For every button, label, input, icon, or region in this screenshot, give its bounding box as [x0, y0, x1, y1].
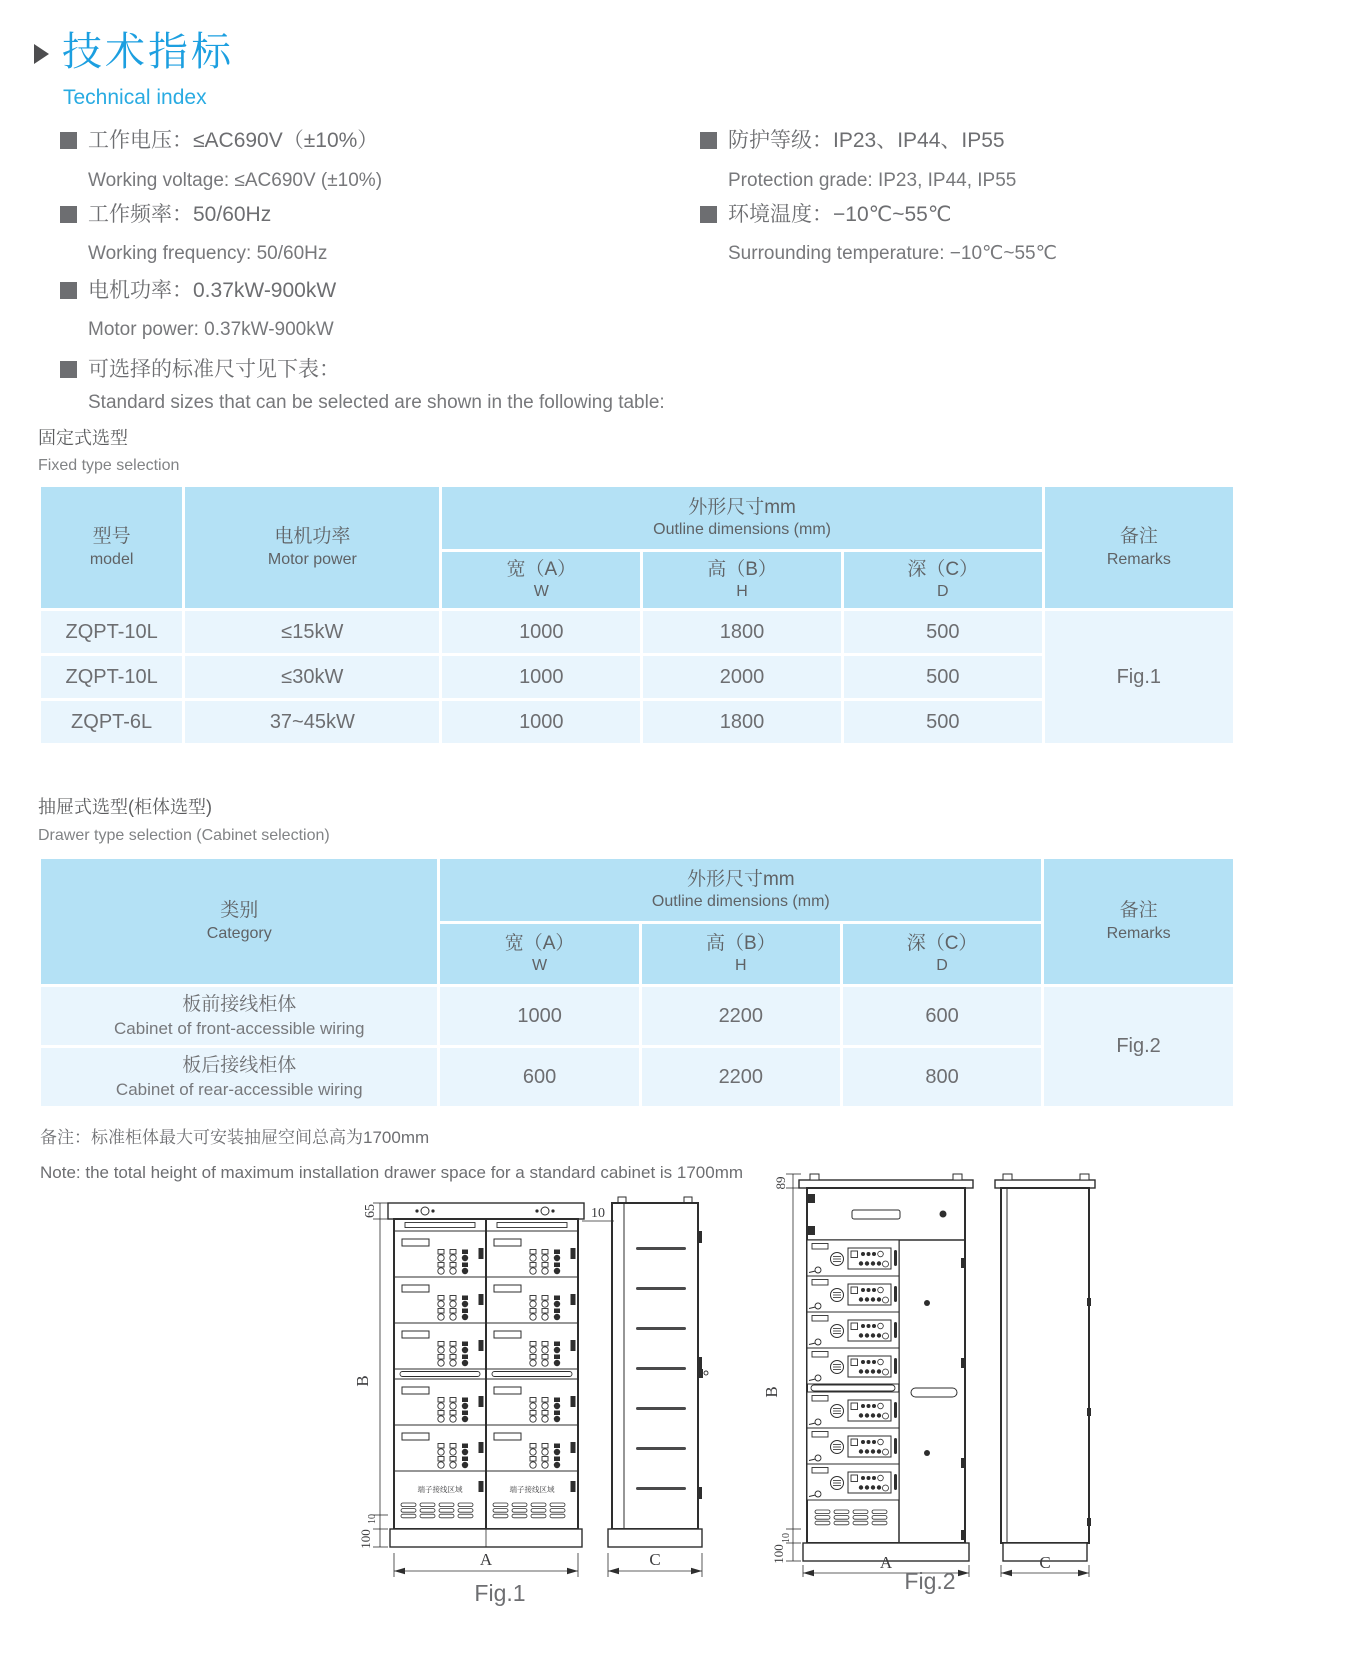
spec-protection-grade	[700, 129, 1320, 153]
cell-depth: 500	[844, 656, 1042, 698]
cell-remark-fig2: Fig.2	[1044, 987, 1233, 1106]
spec-surrounding-temperature	[700, 203, 1320, 227]
dim-label-89: 89	[773, 1176, 788, 1190]
drawer-section-title-zh: 抽屉式选型(柜体选型)	[38, 797, 212, 817]
dim-label-a: A	[479, 1550, 493, 1569]
header-category	[41, 859, 437, 984]
header-height-b: 高（B） H	[642, 924, 840, 984]
fig2-side-view	[995, 1174, 1095, 1561]
dim-label-b: B	[353, 1375, 372, 1387]
dim-label-10-bottom: 10	[367, 1514, 378, 1524]
spec-motor-power	[60, 279, 660, 303]
header-motor-power	[185, 487, 439, 608]
square-bullet-icon	[60, 206, 77, 223]
header-width-a: 宽（A） W	[440, 924, 638, 984]
cell-height: 2000	[643, 656, 841, 698]
fig2-front-view	[799, 1174, 973, 1561]
square-bullet-icon	[700, 206, 717, 223]
cell-depth: 500	[844, 701, 1042, 743]
dim-label-c: C	[1039, 1553, 1051, 1572]
spec-zh: 工作电压：≤AC690V（±10%）	[88, 129, 379, 152]
spec-standard-sizes	[60, 358, 700, 382]
dim-label-65: 65	[363, 1204, 378, 1218]
cell-power: 37~45kW	[185, 701, 439, 743]
dim-label-a: A	[879, 1553, 893, 1572]
cell-remark-fig1: Fig.1	[1045, 611, 1233, 743]
header-remarks-zh: 备注	[1119, 526, 1158, 548]
dim-label-c: C	[649, 1550, 661, 1569]
table-row	[41, 611, 1233, 653]
cell-width: 600	[440, 1048, 638, 1106]
spec-working-frequency	[60, 203, 660, 227]
header-outline-dimensions: 外形尺寸mm Outline dimensions (mm)	[440, 859, 1041, 921]
header-power-en: Motor power	[267, 550, 357, 568]
square-bullet-icon	[700, 132, 717, 149]
cell-height: 1800	[643, 701, 841, 743]
square-bullet-icon	[60, 132, 77, 149]
cell-height: 2200	[642, 987, 840, 1045]
header-width-a: 宽（A） W	[442, 552, 640, 608]
spec-zh: 可选择的标准尺寸见下表：	[88, 358, 340, 381]
header-depth-c: 深（C） D	[843, 924, 1041, 984]
header-model	[41, 487, 182, 608]
spec-zh: 工作频率：50/60Hz	[88, 203, 272, 226]
cell-category-rear-wiring: 板后接线柜体 Cabinet of rear-accessible wiring	[41, 1048, 437, 1106]
cell-model: ZQPT-10L	[41, 656, 182, 698]
header-category-en: Category	[206, 924, 272, 942]
header-model-zh: 型号	[92, 526, 131, 548]
spec-motor-power-en: Motor power: 0.37kW-900kW	[88, 319, 334, 340]
dim-label-10: 10	[781, 1533, 792, 1543]
square-bullet-icon	[60, 361, 77, 378]
header-outline-zh: 外形尺寸mm	[688, 496, 796, 518]
fixed-section-title-en: Fixed type selection	[38, 457, 180, 474]
header-power-zh: 电机功率	[274, 526, 351, 548]
page-subtitle: Technical index	[63, 86, 207, 109]
spec-standard-sizes-en: Standard sizes that can be selected are shown in the following table:	[88, 392, 665, 413]
header-remarks-en: Remarks	[1106, 550, 1171, 568]
cell-width: 1000	[442, 611, 640, 653]
header-model-en: model	[89, 550, 134, 568]
spec-working-voltage	[60, 129, 660, 153]
header-depth-c: 深（C） D	[844, 552, 1042, 608]
dim-label-10-top: 10	[591, 1206, 605, 1221]
drawer-type-table	[38, 856, 1236, 1109]
cell-model: ZQPT-10L	[41, 611, 182, 653]
table-row	[41, 987, 1233, 1045]
header-category-zh: 类别	[220, 900, 259, 922]
header-height-b: 高（B） H	[643, 552, 841, 608]
cell-width: 1000	[442, 701, 640, 743]
header-outline-en: Outline dimensions (mm)	[653, 521, 831, 539]
cell-height: 1800	[643, 611, 841, 653]
fig1-front-view	[388, 1203, 584, 1547]
section-arrow-icon	[34, 44, 49, 64]
cell-model: ZQPT-6L	[41, 701, 182, 743]
spec-protection-grade-en: Protection grade: IP23, IP44, IP55	[728, 170, 1017, 191]
header-outline-dimensions	[442, 487, 1041, 549]
spec-zh: 防护等级：IP23、IP44、IP55	[728, 129, 1005, 152]
cell-depth: 800	[843, 1048, 1041, 1106]
fig2-caption: Fig.2	[904, 1568, 956, 1594]
dim-label-100: 100	[771, 1544, 786, 1564]
square-bullet-icon	[60, 282, 77, 299]
drawer-section-title-en: Drawer type selection (Cabinet selection)	[38, 827, 330, 844]
cell-category-front-wiring: 板前接线柜体 Cabinet of front-accessible wiring	[41, 987, 437, 1045]
page-title: 技术指标	[62, 30, 234, 74]
fig1-caption: Fig.1	[474, 1580, 526, 1606]
spec-zh: 电机功率：0.37kW-900kW	[88, 279, 337, 302]
fig1-side-view	[608, 1197, 708, 1547]
header-remarks: 备注 Remarks	[1044, 859, 1233, 984]
cell-height: 2200	[642, 1048, 840, 1106]
terminal-area-label: 端子接线区域	[417, 1485, 463, 1494]
dim-label-100: 100	[358, 1529, 373, 1549]
fixed-section-title-zh: 固定式选型	[38, 428, 128, 448]
dim-label-b: B	[762, 1386, 781, 1398]
cell-power: ≤30kW	[185, 656, 439, 698]
cell-power: ≤15kW	[185, 611, 439, 653]
cell-width: 1000	[442, 656, 640, 698]
spec-surrounding-temperature-en: Surrounding temperature: −10℃~55℃	[728, 243, 1057, 264]
cell-width: 1000	[440, 987, 638, 1045]
note-en: Note: the total height of maximum installation drawer space for a standard cabinet is 1700mm	[40, 1163, 744, 1182]
cell-depth: 500	[844, 611, 1042, 653]
terminal-area-label: 端子接线区域	[509, 1485, 555, 1494]
header-remarks	[1045, 487, 1233, 608]
spec-working-frequency-en: Working frequency: 50/60Hz	[88, 243, 328, 264]
cell-depth: 600	[843, 987, 1041, 1045]
note-zh: 备注：标准柜体最大可安装抽屉空间总高为1700mm	[40, 1128, 430, 1147]
spec-zh: 环境温度：−10℃~55℃	[728, 203, 952, 226]
fig2-technical-drawing	[745, 1160, 1125, 1600]
fixed-type-table	[38, 484, 1236, 746]
spec-working-voltage-en: Working voltage: ≤AC690V (±10%)	[88, 170, 383, 191]
